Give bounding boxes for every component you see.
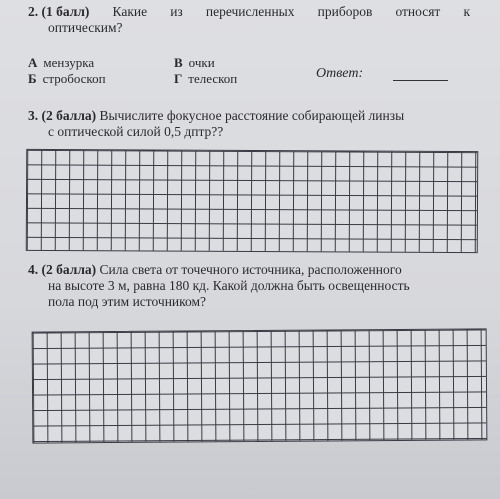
question-4-number: 4. bbox=[28, 262, 39, 277]
question-4-line-3: пола под этим источником? bbox=[48, 294, 207, 309]
option-a[interactable] bbox=[28, 55, 94, 71]
question-3 bbox=[28, 108, 470, 140]
question-3-text-1: Вычислите фокусное расстояние собирающей линзы bbox=[99, 108, 405, 123]
option-g[interactable] bbox=[174, 71, 237, 87]
question-3-number: 3. bbox=[28, 108, 39, 123]
option-v[interactable] bbox=[174, 55, 215, 71]
question-2-points: (1 балл) bbox=[41, 4, 90, 19]
question-2-word: к bbox=[463, 4, 470, 19]
answer-blank-line[interactable] bbox=[393, 80, 448, 81]
option-v-text: очки bbox=[188, 55, 215, 70]
question-4-line-2: на высоте 3 м, равна 180 кд. Какой должна быть освещенность bbox=[48, 278, 410, 293]
answer-grid-4[interactable] bbox=[32, 328, 488, 443]
question-2-header bbox=[28, 4, 89, 20]
question-2-word: относят bbox=[395, 4, 441, 19]
option-g-letter: Г bbox=[174, 71, 183, 86]
question-2 bbox=[28, 4, 470, 36]
question-2-word: перечисленных bbox=[205, 4, 295, 19]
answer-label: Ответ: bbox=[316, 66, 364, 81]
question-4-line-1 bbox=[28, 262, 470, 278]
option-b[interactable] bbox=[28, 71, 106, 87]
question-2-options bbox=[28, 55, 470, 91]
question-2-word: из bbox=[170, 4, 183, 19]
question-4 bbox=[28, 262, 470, 310]
question-3-line-2: с оптической силой 0,5 дптр?? bbox=[48, 124, 224, 139]
option-a-letter: А bbox=[28, 55, 38, 70]
question-4-points: (2 балла) bbox=[41, 262, 97, 277]
option-b-letter: Б bbox=[28, 71, 37, 86]
question-2-line-1 bbox=[28, 4, 470, 20]
question-4-text-1: Сила света от точечного источника, расположенного bbox=[99, 262, 402, 277]
question-3-line-1 bbox=[28, 108, 470, 124]
question-2-word: приборов bbox=[317, 4, 373, 19]
option-a-text: мензурка bbox=[43, 55, 95, 70]
answer-grid-3[interactable] bbox=[26, 149, 479, 253]
option-g-text: телескоп bbox=[188, 71, 238, 86]
question-2-line-2: оптическим? bbox=[48, 20, 123, 35]
option-v-letter: В bbox=[174, 55, 183, 70]
option-b-text: стробоскоп bbox=[42, 71, 106, 86]
question-3-points: (2 балла) bbox=[41, 108, 97, 123]
question-2-number: 2. bbox=[28, 4, 39, 19]
question-2-word: Какие bbox=[112, 4, 148, 19]
